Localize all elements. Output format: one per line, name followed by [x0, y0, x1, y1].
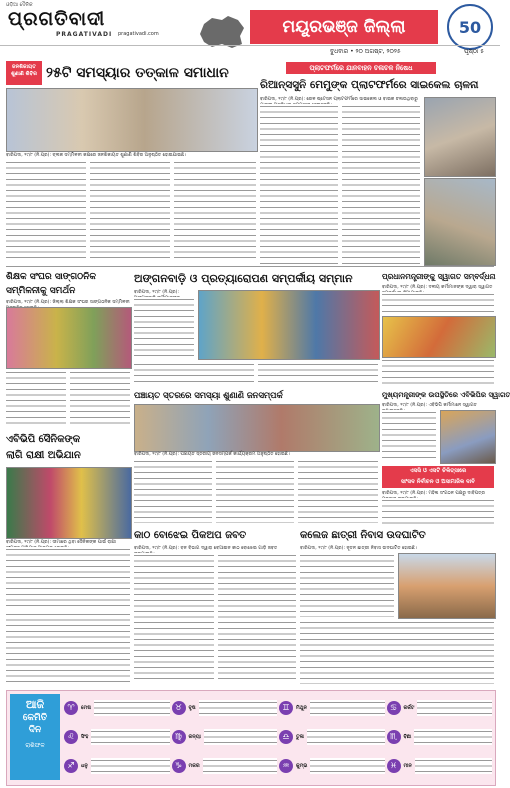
cycle-body-col2	[342, 104, 420, 264]
abvp-body-2	[6, 612, 130, 684]
cm-headline: ମୁଖ୍ୟମନ୍ତ୍ରୀଙ୍କ ଉପସ୍ଥିତିରେ ଏବିଭିପିର ସ୍ୱାଗତ	[382, 391, 510, 399]
anganwadi-body-col3	[258, 362, 378, 384]
masthead-divider	[0, 45, 500, 46]
pisces-icon: ♓	[387, 759, 401, 773]
abvp-dateline: ବାରିପଦା, ୧୯/୮ (ନି.ପ୍ର): ସୀମାରେ ଥିବା ସୈନିକଙ୍କ ପାଇଁ ରାକ୍ଷୀ	[6, 540, 116, 545]
deputy-body-col1	[134, 459, 212, 523]
scorpio-icon: ♏	[387, 730, 401, 744]
cycle-headline: ରିଆନ୍ସସୁନି ମେମୁଙ୍କ ପ୍ଲାଟଫର୍ମରେ ସାଇକେଲ ଚାଳନା	[260, 79, 479, 91]
abvp-body	[6, 547, 130, 609]
horoscope-grid	[64, 694, 492, 780]
abvp-headline-2: ଲାଗି ରାକ୍ଷୀ ଅଭିଯାନ	[6, 450, 81, 461]
abvp-headline-1: ଏବିଭିପି ସୈନିକଙ୍କ	[6, 434, 81, 445]
teachers-headline-2: ସମ୍ମିଳନୀକୁ ସମର୍ଥନ	[6, 286, 76, 296]
sign-item: ♋ କର୍କଟ	[387, 694, 493, 721]
cycle-kicker: ପ୍ଲାଟଫର୍ମରେ ଯାନବାହନ ଚଳାଚଳ ନିଷେଧ	[286, 62, 436, 74]
women-dateline: ବାରିପଦା, ୧୯/୮ (ନି.ପ୍ର): ମହିଳା ସଂଗଠନ ପକ୍ଷରୁ ଦାବିପତ୍ର	[382, 491, 485, 496]
pm-headline: ପ୍ରଧାନମନ୍ତ୍ରୀଙ୍କୁ ସ୍ୱାଗତ ସମ୍ବର୍ଦ୍ଧନା	[382, 272, 496, 281]
newspaper-logo: ପ୍ରଗତିବାଦୀ	[8, 8, 106, 30]
deputy-body-col3	[298, 459, 378, 523]
pm-body	[382, 292, 494, 314]
pm-dateline: ବାରିପଦା, ୧୯/୮ (ନି.ପ୍ର): ଦଳୀୟ କର୍ମୀମାନଙ୍କ ଦ୍ୱାରା ସ୍ୱାଗତ	[382, 285, 493, 290]
cycle-dateline: ବାରିପଦା, ୧୯/୮ (ନି.ପ୍ର): ରେଳ ଷ୍ଟେସନ ପ୍ଲାଟଫର୍ମରେ ସାଇକେଲ ଓ ବାଇକ ଚଳାଉଥିବାରୁ	[260, 97, 418, 102]
teachers-dateline: ବାରିପଦା, ୧୯/୮ (ନି.ପ୍ର): ଜିଲ୍ଲା ଶିକ୍ଷକ ସଂଘର ସାଙ୍ଗଠନିକ ସମ୍ମିଳନୀ	[6, 300, 130, 305]
district-title: ମୟୂରଭଞ୍ଜ ଜିଲ୍ଲା	[250, 10, 438, 44]
cm-body-col1	[382, 410, 436, 462]
section-divider	[6, 266, 494, 267]
abvp-photo	[6, 467, 132, 539]
meditation-headline: କାଠ ବୋଝେଇ ପିକଅପ ଜବତ	[134, 530, 247, 541]
leo-icon: ♌	[64, 730, 78, 744]
women-headline-2: ସାଂସଦ ନିର୍ବାଚନ ଓ ଅସାମାଜିକ ଦାବି	[400, 479, 475, 485]
emblem-number: 50	[458, 18, 482, 37]
women-headline-1: ଏସସି ଓ ଏସଟି ଚିକିତ୍ସାରେ	[409, 468, 467, 474]
horoscope-title-3: ଦିନ	[28, 725, 42, 735]
hostel-photo	[398, 553, 496, 619]
virgo-icon: ♍	[172, 730, 186, 744]
cancer-icon: ♋	[387, 701, 401, 715]
horoscope-subtitle: ରାଶିଫଳ	[25, 742, 45, 749]
teachers-body-col2	[70, 370, 130, 428]
meditation-dateline: ବାରିପଦା, ୧୯/୮ (ନି.ପ୍ର): ବନ ବିଭାଗ ଦ୍ୱାରା ବେଆଇନ କାଠ ବୋଝେଇ ଗାଡ଼ି ଜବତ	[134, 546, 278, 551]
camp-body-col1	[6, 160, 86, 263]
cm-photo	[440, 410, 496, 464]
deputy-photo	[134, 404, 380, 452]
cycle-photo-1	[424, 97, 496, 177]
deputy-body-col2	[216, 459, 294, 523]
anganwadi-body-col1	[134, 297, 194, 359]
sagittarius-icon: ♐	[64, 759, 78, 773]
camp-dateline: ବାରିପଦା, ୧୯/୮ (ନି.ପ୍ର): ବ୍ଲକ ସମ୍ମିଳନୀ କକ୍ଷରେ ଜନଶିକାୟତ ଶୁଣାଣି ଶିବିର ଅନୁଷ୍ଠିତ ହୋଇଯାଇଛି।	[6, 153, 187, 158]
masthead	[0, 0, 500, 58]
women-kicker	[382, 466, 494, 488]
meditation-body-col2	[218, 553, 296, 684]
sign-item: ♏ ବିଛା	[387, 723, 493, 750]
meditation-body-col1	[134, 553, 214, 684]
pm-body-2	[382, 358, 494, 384]
camp-photo	[6, 88, 258, 152]
teachers-headline-1: ଶିକ୍ଷକ ସଂଘର ସାଙ୍ଗଠନିକ	[6, 272, 97, 282]
libra-icon: ♎	[279, 730, 293, 744]
anniversary-emblem-icon	[446, 3, 494, 51]
deputy-headline: ପଞ୍ଚାୟତ ସ୍ତରରେ ସମସ୍ୟା ଶୁଣାଣି ଜନସମ୍ପର୍କ	[134, 390, 283, 400]
camp-headline: ୨୫ଟି ସମସ୍ୟାର ତତ୍କାଳ ସମାଧାନ	[46, 65, 229, 81]
sign-item: ♓ ମୀନ	[387, 753, 493, 780]
anganwadi-headline: ଅଙ୍ଗନବାଡ଼ି ଓ ପ୍ରତ୍ୟାରୋପଣ ସମ୍ପର୍କୀୟ ସମ୍ମାନ	[134, 272, 353, 285]
sign-item: ♑ ମକର	[172, 753, 278, 780]
newspaper-logo-latin: PRAGATIVADI	[56, 31, 113, 38]
horoscope-title-2: କେମିତି	[22, 713, 48, 723]
taurus-icon: ♉	[172, 701, 186, 715]
sign-item: ♎ ତୁଳା	[279, 723, 385, 750]
teachers-photo	[6, 307, 132, 369]
cycle-photo-2	[424, 178, 496, 266]
hostel-headline: କଲେଜ ଛାତ୍ରୀ ନିବାସ ଉଦଘାଟିତ	[300, 530, 426, 541]
deputy-dateline: ବାରିପଦା, ୧୯/୮ (ନି.ପ୍ର): ପଞ୍ଚାୟତ ସ୍ତରୀୟ ଜନସମ୍ପର୍କ କାର୍ଯ୍ୟକ୍ରମ ଅନୁଷ୍ଠିତ ହୋଇଛି।	[134, 452, 290, 457]
sign-item: ♊ ମିଥୁନ	[279, 694, 385, 721]
page-number: ପୃଷ୍ଠା ୫	[464, 48, 484, 55]
aquarius-icon: ♒	[279, 759, 293, 773]
anganwadi-photo	[198, 290, 380, 360]
sign-item: ♌ ସିଂହ	[64, 723, 170, 750]
sign-item: ♐ ଧନୁ	[64, 753, 170, 780]
hostel-body-col1	[300, 553, 394, 617]
cm-dateline: ବାରିପଦା, ୧୯/୮ (ନି.ପ୍ର): ଏବିଭିପି କର୍ମୀମାନେ ସ୍ୱାଗତ	[382, 403, 477, 408]
sign-item: ♍ କନ୍ୟା	[172, 723, 278, 750]
horoscope-title-1: ଆଜି	[25, 698, 45, 711]
website-text: pragativadi.com	[118, 31, 159, 37]
hostel-body-col2	[300, 620, 494, 684]
camp-kicker: ଜନଶିକାୟତ ଶୁଣାଣି ଶିବିର	[6, 61, 42, 85]
teachers-body-col1	[6, 370, 66, 428]
tagline: ଓଡ଼ିଆ ଦୈନିକ	[6, 2, 33, 8]
capricorn-icon: ♑	[172, 759, 186, 773]
sign-item: ♈ ମେଷ	[64, 694, 170, 721]
pm-photo	[382, 316, 496, 358]
camp-body-col2	[90, 160, 170, 263]
hostel-dateline: ବାରିପଦା, ୧୯/୮ (ନି.ପ୍ର): ନୂତନ ଛାତ୍ରୀ ନିବାସ ଉଦଘାଟିତ ହୋଇଛି।	[300, 546, 417, 551]
sign-item: ♒ କୁମ୍ଭ	[279, 753, 385, 780]
sign-item: ♉ ବୃଷ	[172, 694, 278, 721]
gemini-icon: ♊	[279, 701, 293, 715]
women-body	[382, 498, 494, 524]
issue-date: ବୁଧବାର • ୨୦ ଅଗଷ୍ଟ, ୨୦୨୫	[330, 48, 401, 55]
anganwadi-dateline: ବାରିପଦା, ୧୯/୮ (ନି.ପ୍ର):	[134, 290, 179, 295]
aries-icon: ♈	[64, 701, 78, 715]
camp-body-col3	[174, 160, 256, 263]
anganwadi-body-col2	[134, 362, 254, 384]
horoscope-title-box	[10, 694, 60, 780]
cycle-body-col1	[260, 104, 338, 264]
